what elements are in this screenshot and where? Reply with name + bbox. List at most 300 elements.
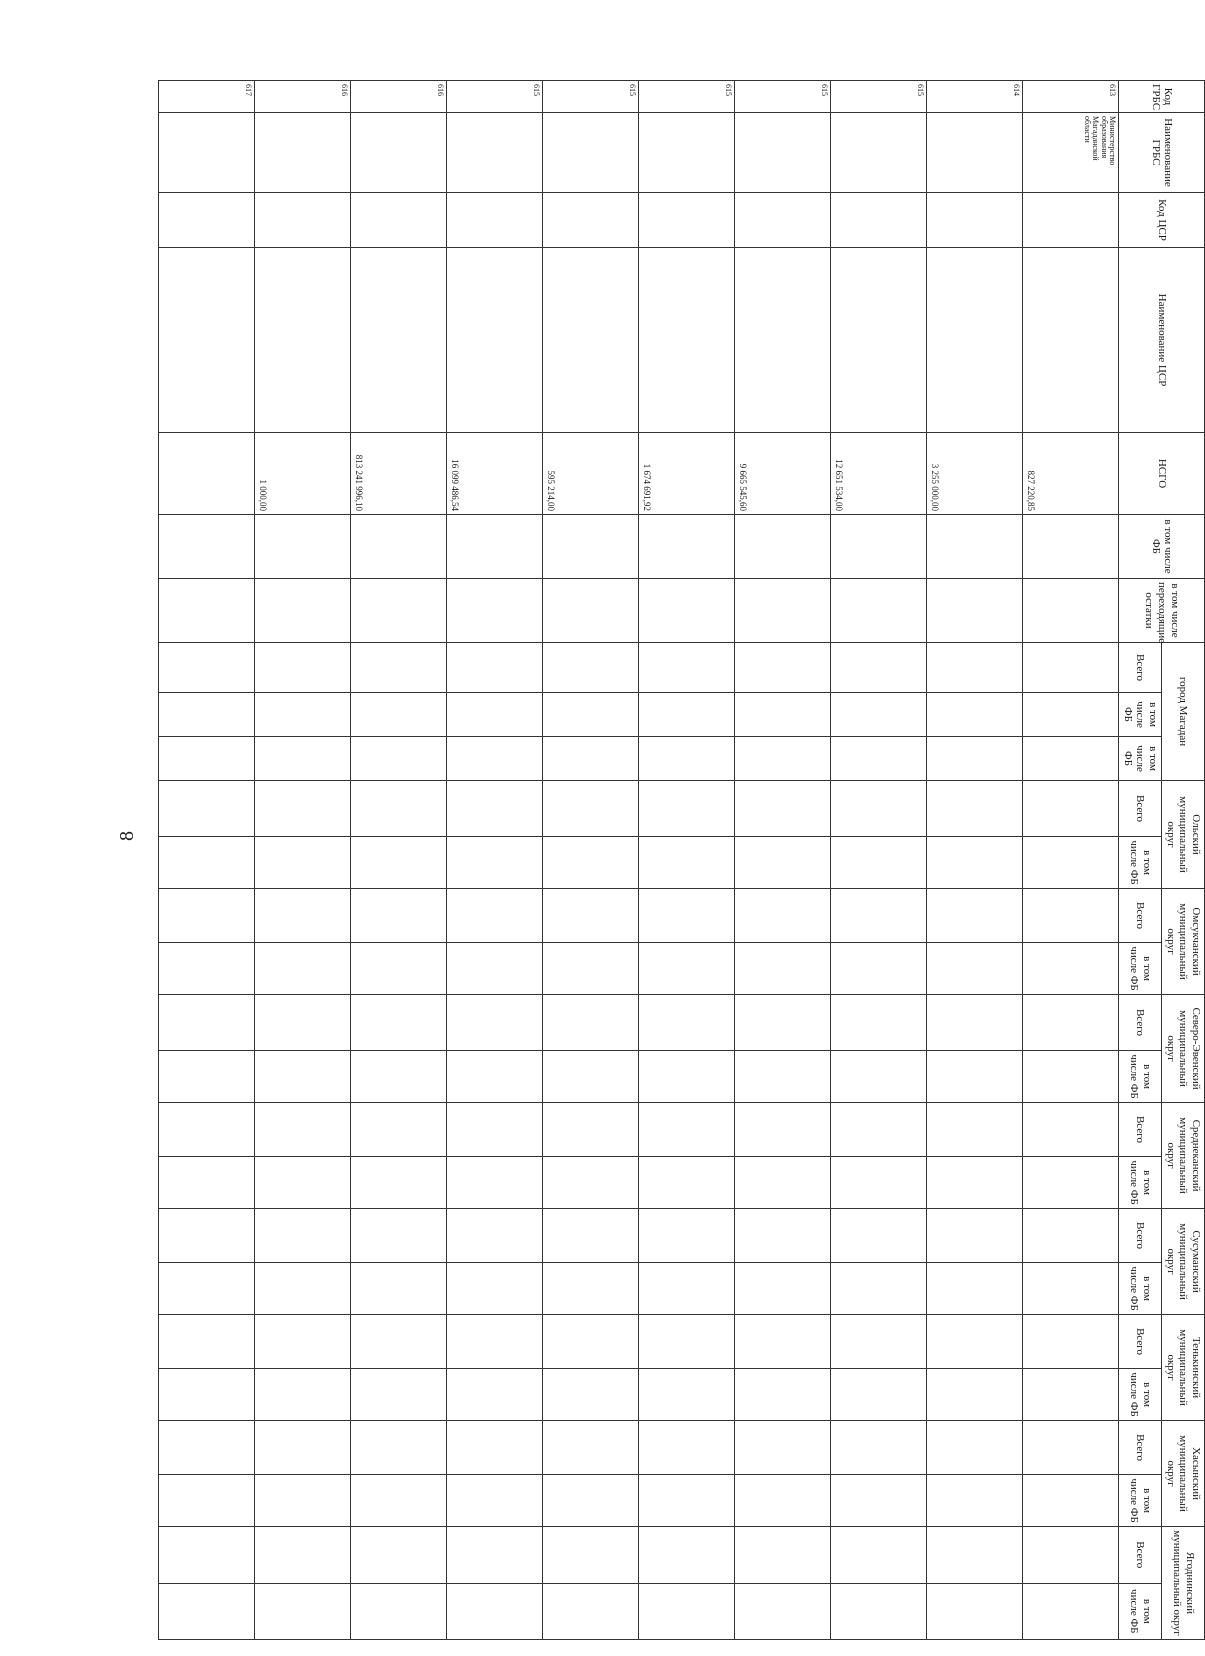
cell-value (1023, 1527, 1119, 1583)
cell-value (735, 579, 831, 643)
cell-value (351, 1421, 447, 1475)
cell-nsgo: 9 665 545,60 (735, 433, 831, 515)
cell-value (255, 1315, 351, 1369)
cell-value (543, 1475, 639, 1527)
cell-csr-name (927, 248, 1023, 433)
cell-value (159, 889, 255, 943)
cell-grbs-code: 615 (447, 81, 543, 113)
table-row (735, 81, 831, 1640)
cell-value (735, 693, 831, 737)
cell-csr-code (831, 193, 927, 248)
cell-value (639, 1157, 735, 1209)
cell-value (831, 1475, 927, 1527)
cell-csr-name (351, 248, 447, 433)
cell-csr-name (831, 248, 927, 433)
cell-grbs-code: 613 (1023, 81, 1119, 113)
cell-grbs-name (831, 113, 927, 193)
header-district: Сусуманский муниципальный округ (1162, 1209, 1205, 1315)
header-district: Ольский муниципальный округ (1162, 781, 1205, 889)
cell-value (447, 643, 543, 693)
cell-value (447, 1527, 543, 1583)
cell-value (831, 579, 927, 643)
cell-value (639, 643, 735, 693)
table-row (543, 81, 639, 1640)
cell-value (1023, 737, 1119, 781)
cell-value (735, 643, 831, 693)
cell-value (159, 579, 255, 643)
cell-value (831, 737, 927, 781)
table-wrapper (165, 80, 1205, 1640)
cell-value (1023, 643, 1119, 693)
cell-csr-name (1023, 248, 1119, 433)
cell-value (159, 515, 255, 579)
cell-nsgo: 1 000,00 (255, 433, 351, 515)
cell-value (831, 837, 927, 889)
cell-value (639, 693, 735, 737)
cell-value (255, 1421, 351, 1475)
cell-value (255, 1369, 351, 1421)
cell-value (543, 1527, 639, 1583)
cell-value (351, 1051, 447, 1103)
cell-value (447, 1103, 543, 1157)
cell-value (543, 889, 639, 943)
header-incl-fb: в том числе ФБ (1119, 515, 1205, 579)
header-district: Тенькинский муниципальный округ (1162, 1315, 1205, 1421)
cell-value (1023, 995, 1119, 1051)
cell-grbs-name (543, 113, 639, 193)
cell-grbs-name: Министерство образования Магаданской области (1023, 113, 1119, 193)
cell-value (159, 1263, 255, 1315)
cell-value (351, 995, 447, 1051)
cell-value (255, 1157, 351, 1209)
cell-value (447, 781, 543, 837)
cell-value (159, 1157, 255, 1209)
cell-value (447, 515, 543, 579)
header-district: Среднеканский муниципальный округ (1162, 1103, 1205, 1209)
cell-value (351, 1527, 447, 1583)
table-row (159, 81, 255, 1640)
header-code-grbs: Код ГРБС (1119, 81, 1205, 113)
cell-value (543, 1315, 639, 1369)
cell-value (639, 1209, 735, 1263)
table-row (639, 81, 735, 1640)
cell-value (543, 1421, 639, 1475)
cell-nsgo: 827 220,85 (1023, 433, 1119, 515)
cell-csr-code (735, 193, 831, 248)
cell-value (1023, 1263, 1119, 1315)
cell-value (543, 781, 639, 837)
cell-value (543, 1051, 639, 1103)
cell-nsgo (159, 433, 255, 515)
cell-value (159, 737, 255, 781)
cell-value (543, 1369, 639, 1421)
cell-csr-name (735, 248, 831, 433)
cell-csr-code (639, 193, 735, 248)
cell-value (159, 1527, 255, 1583)
cell-value (159, 837, 255, 889)
cell-csr-name (543, 248, 639, 433)
cell-value (639, 1475, 735, 1527)
cell-value (351, 837, 447, 889)
cell-value (543, 1583, 639, 1639)
cell-value (159, 1369, 255, 1421)
cell-value (543, 995, 639, 1051)
cell-value (447, 1475, 543, 1527)
cell-value (831, 1263, 927, 1315)
cell-value (447, 1369, 543, 1421)
cell-value (1023, 1051, 1119, 1103)
cell-value (351, 643, 447, 693)
cell-value (255, 1209, 351, 1263)
header-district: Ягоднинский муниципальный округ (1162, 1527, 1205, 1640)
cell-nsgo: 813 241 996,10 (351, 433, 447, 515)
cell-csr-name (639, 248, 735, 433)
cell-grbs-code: 615 (735, 81, 831, 113)
cell-value (927, 1051, 1023, 1103)
table-header (1119, 81, 1205, 1640)
cell-value (159, 1051, 255, 1103)
header-incl-fb: в том числе ФБ (1119, 1263, 1162, 1315)
cell-value (351, 1475, 447, 1527)
header-incl-balances: в том числе переходящие остатки (1119, 579, 1205, 643)
cell-value (255, 943, 351, 995)
cell-value (351, 1369, 447, 1421)
cell-value (1023, 693, 1119, 737)
cell-csr-code (927, 193, 1023, 248)
rotated-page-area (165, 80, 1205, 1640)
cell-value (1023, 1157, 1119, 1209)
cell-value (159, 995, 255, 1051)
cell-value (927, 1157, 1023, 1209)
header-total: Всего (1119, 1209, 1162, 1263)
cell-value (927, 1421, 1023, 1475)
cell-value (927, 889, 1023, 943)
cell-value (735, 837, 831, 889)
cell-value (351, 1209, 447, 1263)
cell-value (831, 1051, 927, 1103)
cell-value (159, 693, 255, 737)
cell-csr-code (351, 193, 447, 248)
cell-value (351, 943, 447, 995)
cell-value (639, 737, 735, 781)
cell-value (1023, 515, 1119, 579)
cell-grbs-name (639, 113, 735, 193)
header-incl-fb: в том числе ФБ (1119, 693, 1162, 737)
cell-value (1023, 1369, 1119, 1421)
cell-value (543, 1157, 639, 1209)
cell-value (831, 995, 927, 1051)
cell-value (255, 737, 351, 781)
cell-value (159, 781, 255, 837)
cell-value (927, 737, 1023, 781)
cell-value (927, 643, 1023, 693)
cell-value (927, 579, 1023, 643)
cell-csr-name (447, 248, 543, 433)
cell-value (735, 943, 831, 995)
cell-value (639, 515, 735, 579)
cell-value (735, 1421, 831, 1475)
cell-value (543, 579, 639, 643)
cell-value (927, 1475, 1023, 1527)
cell-value (447, 579, 543, 643)
cell-value (1023, 1315, 1119, 1369)
header-district: Омсукчанский муниципальный округ (1162, 889, 1205, 995)
header-incl-fb: в том числе ФБ (1119, 1157, 1162, 1209)
cell-value (639, 1103, 735, 1157)
cell-value (927, 515, 1023, 579)
cell-value (927, 1527, 1023, 1583)
cell-grbs-code: 617 (159, 81, 255, 113)
cell-value (1023, 837, 1119, 889)
cell-value (447, 1157, 543, 1209)
cell-grbs-name (927, 113, 1023, 193)
header-name-csr: Наименование ЦСР (1119, 248, 1205, 433)
cell-csr-code (447, 193, 543, 248)
cell-value (639, 889, 735, 943)
cell-value (543, 1209, 639, 1263)
cell-value (543, 1103, 639, 1157)
cell-value (831, 1527, 927, 1583)
cell-value (447, 1263, 543, 1315)
cell-value (927, 1263, 1023, 1315)
cell-value (159, 1103, 255, 1157)
cell-nsgo: 3 255 000,00 (927, 433, 1023, 515)
cell-value (831, 643, 927, 693)
cell-value (1023, 1209, 1119, 1263)
cell-value (159, 1421, 255, 1475)
cell-value (255, 1051, 351, 1103)
cell-value (735, 1263, 831, 1315)
cell-value (255, 1263, 351, 1315)
cell-value (447, 943, 543, 995)
cell-value (255, 1583, 351, 1639)
cell-value (159, 643, 255, 693)
cell-value (639, 781, 735, 837)
cell-value (159, 1315, 255, 1369)
cell-value (639, 1369, 735, 1421)
cell-value (1023, 1421, 1119, 1475)
cell-grbs-code: 616 (255, 81, 351, 113)
cell-value (639, 943, 735, 995)
cell-value (639, 1315, 735, 1369)
cell-value (927, 1369, 1023, 1421)
cell-value (159, 943, 255, 995)
cell-value (447, 1209, 543, 1263)
cell-value (831, 515, 927, 579)
table-row (831, 81, 927, 1640)
cell-value (447, 1583, 543, 1639)
cell-value (351, 889, 447, 943)
cell-value (543, 643, 639, 693)
cell-value (639, 579, 735, 643)
table-row (927, 81, 1023, 1640)
cell-csr-code (159, 193, 255, 248)
cell-csr-code (255, 193, 351, 248)
cell-value (543, 943, 639, 995)
cell-grbs-code: 616 (351, 81, 447, 113)
cell-value (735, 737, 831, 781)
cell-value (351, 781, 447, 837)
cell-value (255, 889, 351, 943)
header-incl-fb: в том числе ФБ (1119, 943, 1162, 995)
cell-value (831, 1583, 927, 1639)
table-row (447, 81, 543, 1640)
cell-value (351, 1103, 447, 1157)
cell-nsgo: 12 651 534,00 (831, 433, 927, 515)
header-total: Всего (1119, 1527, 1162, 1583)
cell-value (831, 1315, 927, 1369)
cell-value (831, 1369, 927, 1421)
cell-value (255, 837, 351, 889)
cell-csr-code (543, 193, 639, 248)
cell-value (255, 995, 351, 1051)
cell-value (447, 1051, 543, 1103)
cell-value (351, 1157, 447, 1209)
cell-value (255, 781, 351, 837)
header-incl-fb: в том числе ФБ (1119, 1583, 1162, 1639)
cell-value (927, 1103, 1023, 1157)
cell-value (447, 837, 543, 889)
cell-value (735, 1475, 831, 1527)
cell-nsgo: 1 674 691,92 (639, 433, 735, 515)
cell-csr-name (159, 248, 255, 433)
header-incl-fb: в том числе ФБ (1119, 837, 1162, 889)
header-name-grbs: Наименование ГРБС (1119, 113, 1205, 193)
cell-value (351, 579, 447, 643)
cell-value (735, 781, 831, 837)
cell-grbs-name (255, 113, 351, 193)
cell-grbs-name (447, 113, 543, 193)
cell-grbs-code: 615 (831, 81, 927, 113)
header-code-csr: Код ЦСР (1119, 193, 1205, 248)
cell-value (255, 1475, 351, 1527)
cell-value (351, 1315, 447, 1369)
cell-value (831, 889, 927, 943)
cell-grbs-name (735, 113, 831, 193)
cell-value (447, 889, 543, 943)
cell-value (831, 1103, 927, 1157)
table-row (255, 81, 351, 1640)
cell-value (735, 995, 831, 1051)
cell-value (1023, 1475, 1119, 1527)
header-total: Всего (1119, 889, 1162, 943)
header-total: Всего (1119, 1103, 1162, 1157)
cell-value (735, 515, 831, 579)
header-row-1 (1162, 81, 1205, 1640)
cell-csr-code (1023, 193, 1119, 248)
cell-grbs-code: 614 (927, 81, 1023, 113)
cell-value (1023, 579, 1119, 643)
cell-value (735, 1051, 831, 1103)
cell-value (927, 693, 1023, 737)
cell-value (927, 995, 1023, 1051)
cell-grbs-code: 615 (639, 81, 735, 113)
cell-value (831, 943, 927, 995)
cell-value (543, 515, 639, 579)
header-district: Северо-Эвенский муниципальный округ (1162, 995, 1205, 1103)
cell-value (927, 1209, 1023, 1263)
cell-value (927, 837, 1023, 889)
header-total: Всего (1119, 1421, 1162, 1475)
cell-value (447, 737, 543, 781)
cell-value (831, 781, 927, 837)
cell-nsgo: 16 099 486,54 (447, 433, 543, 515)
cell-value (831, 1157, 927, 1209)
cell-value (735, 1369, 831, 1421)
cell-value (351, 1263, 447, 1315)
cell-value (735, 1583, 831, 1639)
cell-value (927, 1583, 1023, 1639)
cell-value (639, 1263, 735, 1315)
header-total: Всего (1119, 995, 1162, 1051)
cell-value (447, 1315, 543, 1369)
cell-value (447, 693, 543, 737)
cell-value (735, 1209, 831, 1263)
cell-value (735, 1527, 831, 1583)
cell-value (543, 837, 639, 889)
cell-value (927, 943, 1023, 995)
cell-nsgo: 595 214,00 (543, 433, 639, 515)
header-total: Всего (1119, 781, 1162, 837)
cell-value (831, 693, 927, 737)
cell-value (1023, 1103, 1119, 1157)
cell-value (831, 1209, 927, 1263)
cell-value (255, 693, 351, 737)
cell-value (639, 1583, 735, 1639)
cell-value (159, 1209, 255, 1263)
cell-value (351, 515, 447, 579)
cell-value (255, 1103, 351, 1157)
header-district: город Магадан (1162, 643, 1205, 781)
cell-value (1023, 781, 1119, 837)
cell-grbs-code: 615 (543, 81, 639, 113)
header-incl-fb: в том числе ФБ (1119, 1475, 1162, 1527)
cell-value (735, 1157, 831, 1209)
cell-value (351, 1583, 447, 1639)
cell-value (159, 1583, 255, 1639)
cell-grbs-name (159, 113, 255, 193)
header-incl-fb: в том числе ФБ (1119, 1051, 1162, 1103)
header-incl-fb: в том числе ФБ (1119, 1369, 1162, 1421)
cell-value (927, 781, 1023, 837)
cell-value (639, 995, 735, 1051)
cell-value (543, 1263, 639, 1315)
header-district: Хасынский муниципальный округ (1162, 1421, 1205, 1527)
cell-value (447, 1421, 543, 1475)
cell-value (1023, 889, 1119, 943)
cell-value (255, 1527, 351, 1583)
cell-value (639, 837, 735, 889)
cell-value (735, 1103, 831, 1157)
header-nsgo: НСГО (1119, 433, 1205, 515)
page-number: 8 (116, 831, 138, 841)
cell-value (735, 889, 831, 943)
cell-grbs-name (351, 113, 447, 193)
cell-value (255, 515, 351, 579)
cell-value (735, 1315, 831, 1369)
cell-value (831, 1421, 927, 1475)
cell-value (447, 995, 543, 1051)
budget-table (158, 80, 1205, 1640)
cell-csr-name (255, 248, 351, 433)
cell-value (1023, 943, 1119, 995)
cell-value (543, 737, 639, 781)
cell-value (255, 579, 351, 643)
header-incl-fb: в том числе ФБ (1119, 737, 1162, 781)
cell-value (255, 643, 351, 693)
table-row (1023, 81, 1119, 1640)
header-total: Всего (1119, 1315, 1162, 1369)
